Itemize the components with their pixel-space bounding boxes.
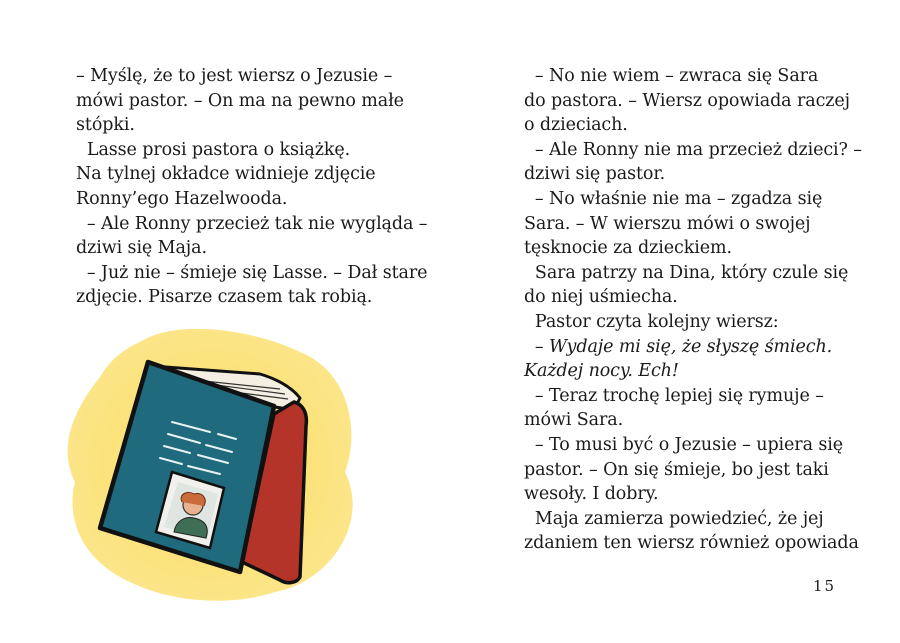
- text-line: [524, 310, 844, 335]
- line-text: wesoły. I dobry.: [524, 484, 659, 505]
- text-line: [76, 138, 376, 163]
- line-text: Lasse prosi pastora o książkę.: [76, 139, 351, 160]
- line-text: zdjęcie. Pisarze czasem tak robią.: [76, 287, 373, 308]
- line-italic-text: Każdej nocy. Ech!: [524, 361, 679, 382]
- text-line: [524, 236, 844, 261]
- line-text: – To musi być o Jezusie – upiera się: [524, 434, 844, 455]
- text-line: [76, 113, 376, 138]
- text-line: [524, 335, 844, 360]
- text-line: [524, 531, 859, 556]
- line-text: – No nie wiem – zwraca się Sara: [524, 66, 819, 86]
- right-text-column: [524, 64, 862, 556]
- line-italic-text: Wydaje mi się, że słyszę śmiech.: [549, 336, 833, 357]
- text-line: [76, 187, 376, 212]
- line-text: o dzieciach.: [524, 115, 628, 136]
- page-number: 15: [813, 577, 837, 595]
- line-text: dziwi się pastor.: [524, 164, 666, 185]
- text-line: [524, 113, 844, 138]
- line-text: Sara patrzy na Dina, który czule się: [524, 262, 849, 283]
- line-text: Sara. – W wierszu mówi o swojej: [524, 213, 811, 234]
- text-line: [76, 212, 428, 237]
- line-text: – No właśnie nie ma – zgadza się: [524, 188, 823, 209]
- text-line: [76, 162, 376, 187]
- book-illustration: [60, 322, 380, 612]
- text-line: [76, 285, 376, 310]
- text-line: [524, 64, 844, 89]
- book-icon: [60, 322, 380, 612]
- line-text: – Myślę, że to jest wiersz o Jezusie –: [76, 66, 393, 86]
- line-text: – Ale Ronny przecież tak nie wygląda –: [76, 213, 428, 234]
- text-line: [524, 187, 844, 212]
- line-text: –: [524, 336, 550, 357]
- text-line: [76, 89, 404, 114]
- line-text: mówi Sara.: [524, 410, 624, 431]
- line-text: Na tylnej okładce widnieje zdjęcie: [76, 164, 376, 185]
- line-text: – Już nie – śmieje się Lasse. – Dał stare: [76, 262, 428, 283]
- line-text: – Ale Ronny nie ma przecież dzieci? –: [524, 139, 862, 160]
- line-text: stópki.: [76, 115, 135, 136]
- text-line: [524, 285, 844, 310]
- line-text: Ronny’ego Hazelwooda.: [76, 188, 288, 209]
- text-line: [524, 89, 850, 114]
- text-line: [76, 64, 393, 89]
- text-line: [524, 408, 844, 433]
- text-line: [524, 359, 844, 384]
- line-text: Pastor czyta kolejny wiersz:: [524, 311, 779, 332]
- text-line: [524, 507, 844, 532]
- text-line: [76, 236, 376, 261]
- text-line: [524, 482, 844, 507]
- text-line: [524, 138, 862, 163]
- left-text-column: [76, 64, 428, 310]
- line-text: tęsknocie za dzieckiem.: [524, 238, 732, 259]
- text-line: [524, 261, 849, 286]
- line-text: mówi pastor. – On ma na pewno małe: [76, 90, 404, 111]
- text-line: [524, 212, 844, 237]
- text-line: [524, 433, 844, 458]
- text-line: [524, 384, 844, 409]
- line-text: Maja zamierza powiedzieć, że jej: [524, 508, 824, 529]
- text-line: [524, 458, 844, 483]
- text-line: [524, 162, 844, 187]
- line-text: do pastora. – Wiersz opowiada raczej: [524, 90, 850, 111]
- text-line: [76, 261, 428, 286]
- line-text: dziwi się Maja.: [76, 238, 207, 259]
- line-text: – Teraz trochę lepiej się rymuje –: [524, 385, 824, 406]
- line-text: pastor. – On się śmieje, bo jest taki: [524, 459, 829, 480]
- line-text: do niej uśmiecha.: [524, 287, 678, 308]
- line-text: zdaniem ten wiersz również opowiada: [524, 533, 859, 554]
